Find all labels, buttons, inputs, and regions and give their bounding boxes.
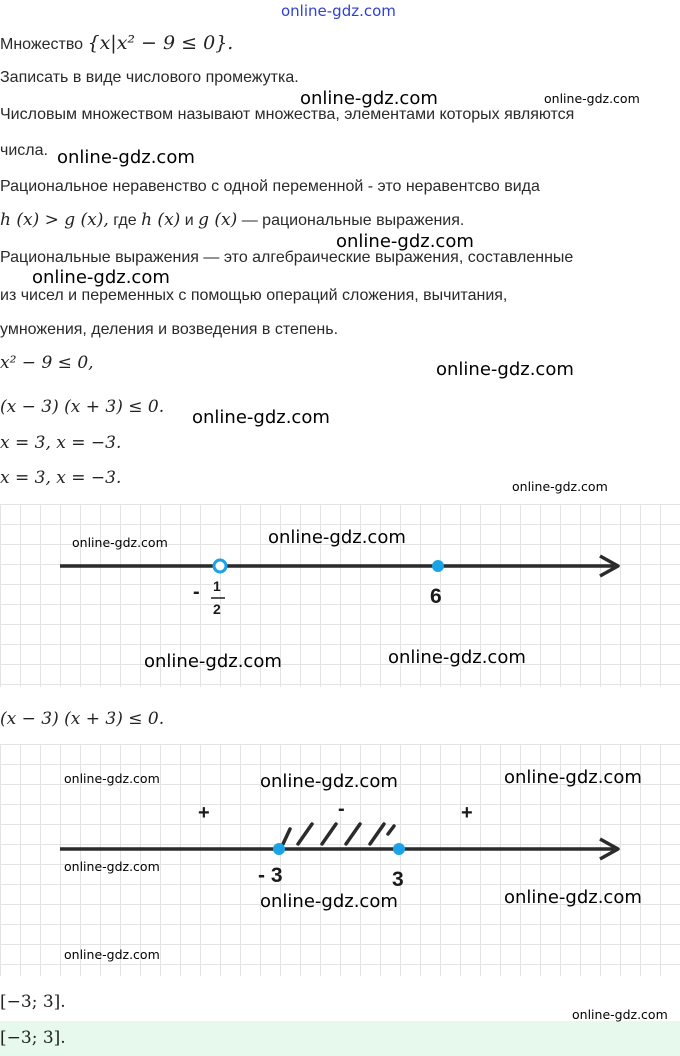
watermark: online-gdz.com [336, 231, 474, 252]
watermark: online-gdz.com [32, 267, 170, 288]
watermark: online-gdz.com [268, 527, 406, 548]
set-math: {x|x² − 9 ≤ 0}. [87, 32, 234, 54]
sign-minus-mid: - [338, 798, 345, 820]
step-3: x = 3, x = −3. [0, 433, 122, 453]
step-1: x² − 9 ≤ 0, [0, 353, 94, 373]
watermark: online-gdz.com [388, 647, 526, 668]
watermark: online-gdz.com [57, 147, 195, 168]
g-math: g (x) [198, 210, 238, 230]
filled-point-6 [432, 560, 444, 572]
fraction-denominator: 2 [213, 601, 221, 617]
sign-plus-right: + [461, 802, 473, 824]
answer-1: [−3; 3]. [0, 992, 66, 1012]
answer-2: [−3; 3]. [0, 1028, 66, 1048]
and-word: и [184, 212, 194, 229]
watermark: online-gdz.com [64, 859, 160, 874]
step-5: (x − 3) (x + 3) ≤ 0. [0, 709, 165, 729]
open-point-half [214, 560, 226, 572]
interval-hatching [283, 824, 394, 844]
definition-4c: умножения, деления и возведения в степень. [0, 321, 339, 338]
sign-plus-left: + [198, 802, 210, 824]
rational-rest: — рациональные выражения. [241, 212, 465, 229]
watermark: online-gdz.com [64, 771, 160, 786]
step-2: (x − 3) (x + 3) ≤ 0. [0, 397, 165, 417]
filled-point-3 [393, 843, 405, 855]
watermark: online-gdz.com [504, 887, 642, 908]
step-4: x = 3, x = −3. [0, 468, 122, 488]
watermark: online-gdz.com [512, 479, 608, 494]
point-3-label: 3 [392, 868, 404, 891]
watermark: online-gdz.com [72, 535, 168, 550]
h-gt-g-math: h (x) > g (x), [0, 210, 109, 230]
watermark: online-gdz.com [192, 407, 330, 428]
top-watermark: online-gdz.com [281, 2, 396, 20]
h-math: h (x) [141, 210, 181, 230]
set-line [0, 32, 233, 54]
watermark: online-gdz.com [436, 359, 574, 380]
definition-2: Рациональное неравенство с одной переменной - это неравентсво вида [0, 178, 540, 195]
gde-word: где [113, 212, 137, 229]
definition-4b: из чисел и переменных с помощью операций сложения, вычитания, [0, 287, 508, 304]
point-6-label: 6 [430, 585, 442, 608]
answer-highlight [0, 1021, 680, 1056]
watermark: online-gdz.com [260, 771, 398, 792]
definition-1b: числа. [0, 142, 48, 159]
watermark: online-gdz.com [572, 1007, 668, 1022]
definition-1a: Числовым множеством называют множества, элементами которых являются [0, 106, 575, 123]
watermark: online-gdz.com [544, 91, 640, 106]
watermark: online-gdz.com [260, 891, 398, 912]
definition-3 [0, 210, 464, 230]
watermark: online-gdz.com [144, 651, 282, 672]
watermark: online-gdz.com [300, 88, 438, 109]
point-minus-3-label: - 3 [258, 864, 283, 887]
definition-4a: Рациональные выражения — это алгебраические выражения, составленные [0, 249, 574, 266]
fraction-numerator: 1 [213, 578, 221, 594]
watermark: online-gdz.com [504, 767, 642, 788]
set-label: Множество [0, 36, 84, 53]
filled-point-minus-3 [273, 843, 285, 855]
task-text: Записать в виде числового промежутка. [0, 69, 299, 86]
minus-half-minus: - [193, 581, 200, 603]
watermark: online-gdz.com [64, 947, 160, 962]
